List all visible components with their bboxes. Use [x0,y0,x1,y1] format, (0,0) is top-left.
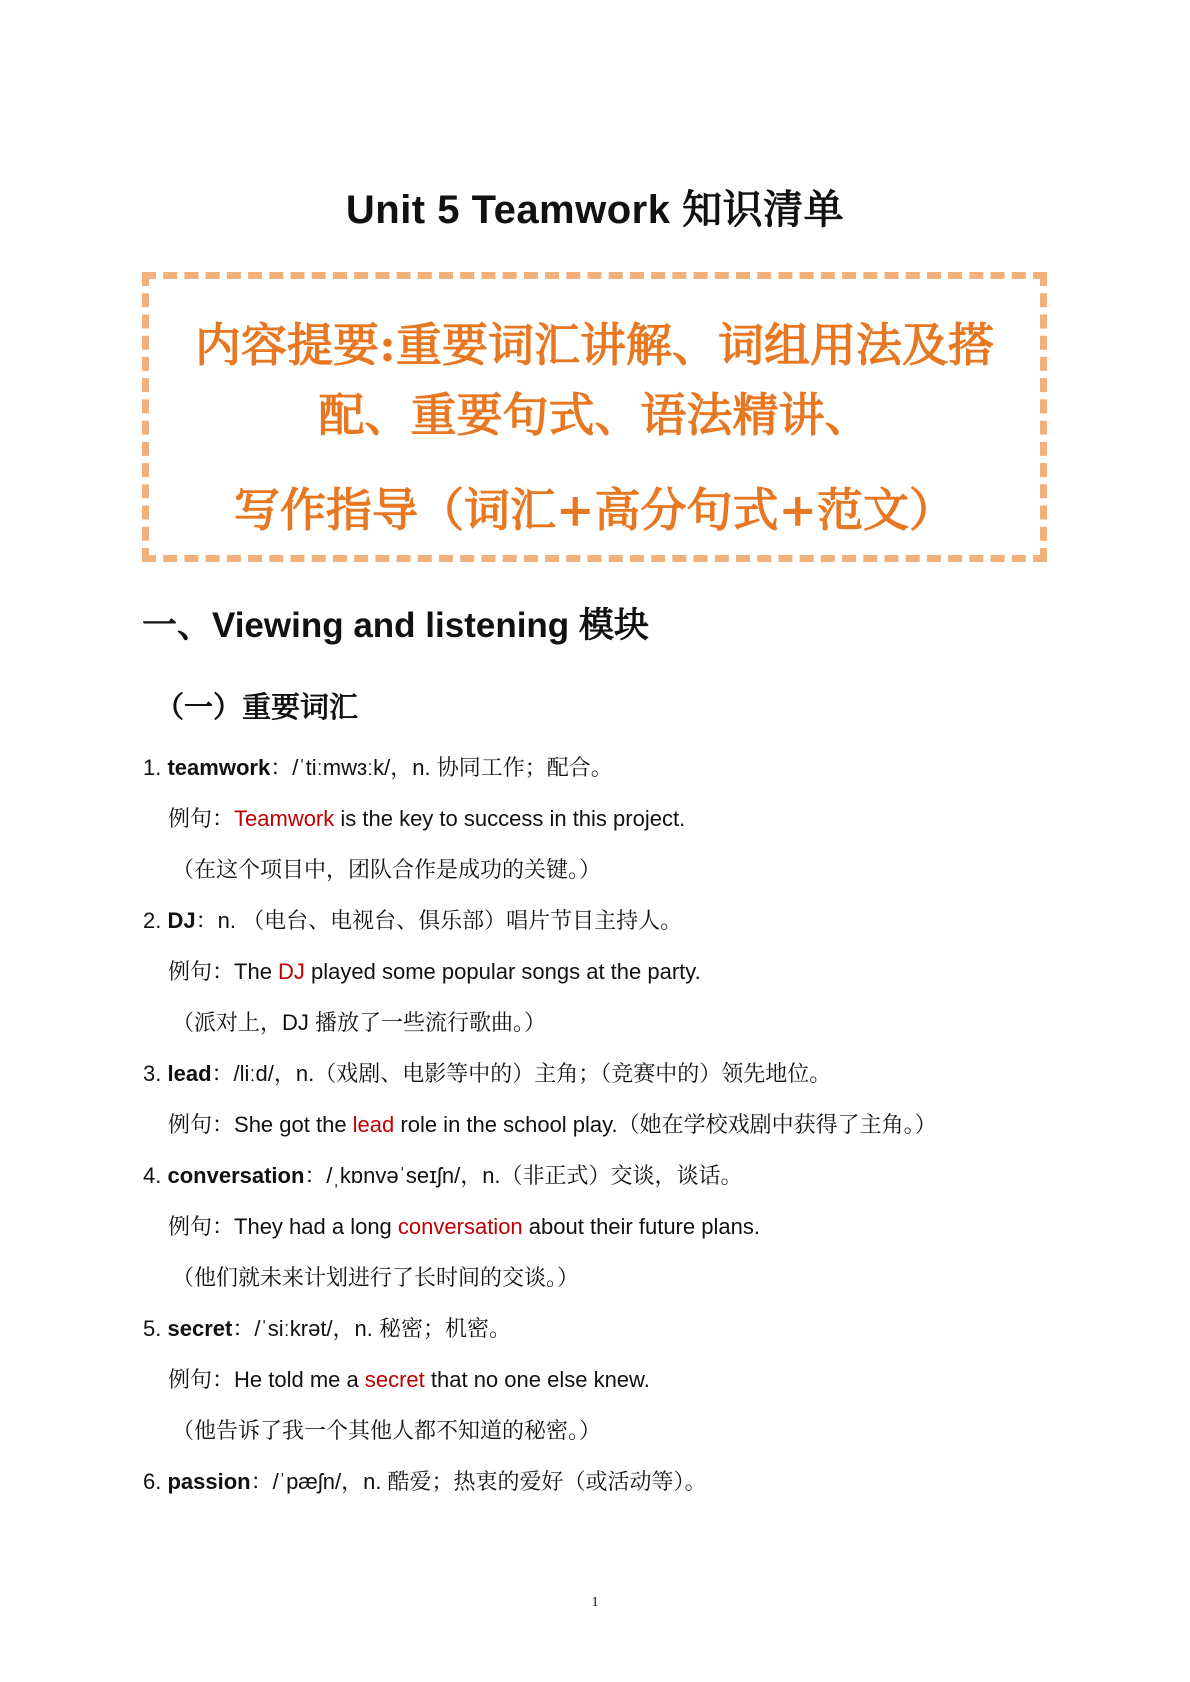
vocab-definition: ：/ˈsiːkrət/，n. 秘密；机密。 [232,1316,512,1341]
vocab-word: teamwork [167,755,271,780]
vocab-definition: ：/ˈpæʃn/，n. 酷爱；热衷的爱好（或活动等）。 [250,1469,707,1494]
vocab-item-6 [143,1465,707,1496]
example-label: 例句： [168,959,235,984]
subsection-heading: （一）重要词汇 [155,692,359,724]
item-number: 6. [143,1469,162,1494]
vocab-item-3 [143,1057,831,1088]
item-number: 5. [143,1316,162,1341]
summary-line-1: 内容提要:重要词汇讲解、词组用法及搭 [195,318,994,372]
item-number: 2. [143,908,162,933]
example-sentence-3 [168,1108,937,1139]
example-keyword: secret [364,1367,425,1392]
item-number: 3. [143,1061,162,1086]
vocab-definition: ：/ˈtiːmwɜːk/，n. 协同工作；配合。 [270,755,613,780]
item-number: 4. [143,1163,162,1188]
example-post: that no one else knew. [424,1367,650,1392]
vocab-item-5 [143,1312,511,1343]
example-sentence-1 [168,802,685,833]
example-label: 例句： [168,1112,235,1137]
example-pre: The [234,959,279,984]
summary-box [142,272,1047,562]
summary-line-3: 写作指导（词汇+高分句式+范文） [233,483,956,537]
vocab-word: passion [167,1469,251,1494]
translation-1: （在这个项目中，团队合作是成功的关键。） [172,857,602,882]
example-label: 例句： [168,1367,235,1392]
example-post: played some popular songs at the party. [304,959,701,984]
vocab-definition: ：n. （电台、电视台、俱乐部）唱片节目主持人。 [195,908,683,933]
summary-line-2: 配、重要句式、语法精讲、 [318,388,871,442]
vocab-word: DJ [167,908,196,933]
vocab-item-4 [143,1159,743,1190]
translation-4: （他们就未来计划进行了长时间的交谈。） [172,1265,580,1290]
example-post: is the key to success in this project. [334,806,686,831]
vocab-item-2 [143,904,682,935]
example-sentence-2 [168,955,701,986]
vocab-word: lead [167,1061,212,1086]
example-keyword: Teamwork [234,806,335,831]
example-keyword: conversation [397,1214,523,1239]
example-sentence-5 [168,1363,650,1394]
document-title: Unit 5 Teamwork 知识清单 [345,188,845,232]
translation-5: （他告诉了我一个其他人都不知道的秘密。） [172,1418,602,1443]
vocab-word: conversation [167,1163,305,1188]
vocab-definition: ：/ˌkɒnvəˈseɪʃn/，n.（非正式）交谈，谈话。 [304,1163,743,1188]
section-heading: 一、Viewing and listening 模块 [142,606,649,645]
example-keyword: DJ [278,959,305,984]
page-number: 1 [591,1595,599,1610]
vocab-word: secret [167,1316,233,1341]
example-sentence-4 [168,1210,760,1241]
example-pre: She got the [234,1112,353,1137]
vocab-definition: ：/liːd/，n.（戏剧、电影等中的）主角；（竞赛中的）领先地位。 [211,1061,832,1086]
example-post: about their future plans. [522,1214,760,1239]
example-pre: He told me a [234,1367,365,1392]
example-pre: They had a long [234,1214,398,1239]
item-number: 1. [143,755,162,780]
example-keyword: lead [352,1112,395,1137]
example-label: 例句： [168,806,235,831]
example-label: 例句： [168,1214,235,1239]
example-post: role in the school play.（她在学校戏剧中获得了主角。） [394,1112,937,1137]
vocab-item-1 [143,751,613,782]
translation-2: （派对上，DJ 播放了一些流行歌曲。） [172,1010,547,1035]
